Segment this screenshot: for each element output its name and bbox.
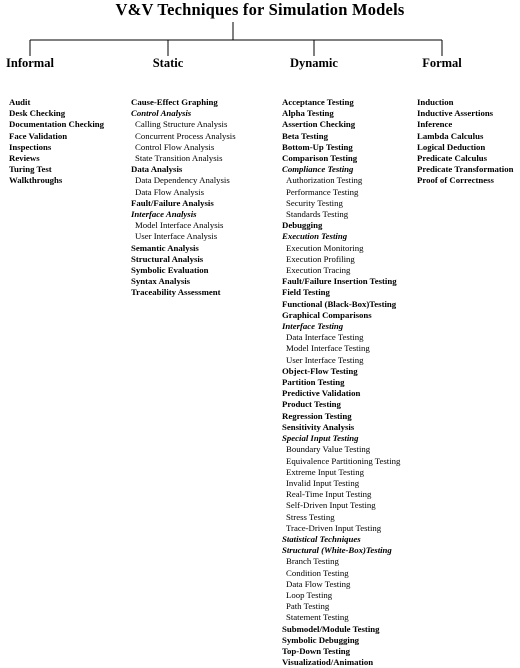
technique-item: Traceability Assessment [131,287,221,298]
technique-item: Assertion Checking [282,119,356,130]
technique-subitem: Execution Profiling [286,253,355,264]
technique-item: Lambda Calculus [417,130,484,141]
technique-item: Audit [9,97,31,107]
technique-subitem: Concurrent Process Analysis [135,130,236,141]
technique-subitem: Self-Driven Input Testing [286,500,376,511]
technique-item: Product Testing [282,399,341,410]
static-list [131,97,236,299]
technique-item: Symbolic Evaluation [131,265,209,276]
technique-item: Symbolic Debugging [282,634,360,645]
technique-item: Proof of Correctness [417,175,494,186]
technique-subitem: Calling Structure Analysis [135,119,228,130]
diagram-title: V&V Techniques for Simulation Models [115,0,405,19]
technique-item: Alpha Testing [282,108,334,119]
technique-subitem: State Transition Analysis [135,153,223,164]
technique-subitem: Model Interface Analysis [135,220,224,231]
technique-subitem: Trace-Driven Input Testing [286,522,382,533]
formal-list [417,97,513,187]
technique-group: Statistical Techniques [282,533,361,544]
technique-item: Acceptance Testing [282,97,354,107]
technique-item: Partition Testing [282,377,345,388]
technique-subitem: User Interface Testing [286,354,364,365]
technique-group: Compliance Testing [282,164,354,175]
technique-subitem: Data Interface Testing [286,332,364,343]
technique-item: Beta Testing [282,130,328,141]
technique-subitem: Data Flow Testing [286,578,351,589]
technique-subitem: Security Testing [286,197,343,208]
technique-item: Walkthroughs [9,175,63,186]
category-informal: Informal [6,56,54,70]
technique-subitem: Branch Testing [286,556,339,567]
technique-item: Comparison Testing [282,153,358,164]
technique-item: Graphical Comparisons [282,309,372,320]
technique-item: Induction [417,97,454,107]
technique-subitem: Control Flow Analysis [135,141,215,152]
technique-item: Face Validation [9,130,68,141]
technique-subitem: Standards Testing [286,209,349,220]
category-static: Static [152,56,184,70]
technique-item: Predicate Calculus [417,153,488,164]
technique-item: Fault/Failure Analysis [131,197,214,208]
technique-subitem: Invalid Input Testing [286,477,360,488]
dynamic-list [282,97,400,668]
technique-group: Special Input Testing [282,433,359,444]
technique-subitem: Extreme Input Testing [286,466,364,477]
technique-subitem: Data Dependency Analysis [135,175,230,186]
technique-subitem: Statement Testing [286,612,349,623]
technique-item: Predictive Validation [282,388,361,399]
technique-item: Fault/Failure Insertion Testing [282,276,397,287]
technique-item: Field Testing [282,287,330,298]
technique-item: Documentation Checking [9,119,105,130]
technique-subitem: Execution Monitoring [286,242,364,253]
technique-item: Turing Test [9,164,52,175]
technique-item: Sensitivity Analysis [282,421,355,432]
technique-item: Submodel/Module Testing [282,623,380,634]
technique-item: Debugging [282,220,323,231]
technique-subitem: Stress Testing [286,511,335,522]
technique-subitem: Performance Testing [286,186,359,197]
technique-subitem: Path Testing [286,601,330,612]
technique-group: Control Analysis [131,108,192,119]
technique-group: Interface Testing [282,321,344,332]
technique-item: Semantic Analysis [131,242,199,253]
technique-subitem: Model Interface Testing [286,343,370,354]
technique-item: Functional (Black-Box)Testing [282,298,397,309]
technique-group: Interface Analysis [131,209,197,220]
technique-item: Predicate Transformation [417,164,514,175]
technique-item: Visualizatiod/Animation [282,657,374,668]
technique-subitem: Loop Testing [286,589,333,600]
technique-item: Bottom-Up Testing [282,141,353,152]
technique-item: Logical Deduction [417,141,486,152]
technique-item: Inspections [9,141,52,152]
technique-subitem: Real-Time Input Testing [286,489,372,500]
technique-subitem: User Interface Analysis [135,231,218,242]
technique-item: Inductive Assertions [417,108,494,119]
technique-item: Top-Down Testing [282,645,351,656]
category-formal: Formal [422,56,462,70]
technique-group: Execution Testing [282,231,348,242]
technique-item: Reviews [9,153,40,164]
technique-item: Structural Analysis [131,253,204,264]
technique-item: Desk Checking [9,108,66,119]
category-dynamic: Dynamic [290,56,338,70]
technique-item: Regression Testing [282,410,352,421]
technique-subitem: Boundary Value Testing [286,444,371,455]
technique-item: Syntax Analysis [131,276,191,287]
technique-subitem: Execution Tracing [286,265,351,276]
technique-item: Object-Flow Testing [282,365,358,376]
technique-item: Cause-Effect Graphing [131,97,218,107]
informal-list [9,97,104,187]
technique-subitem: Authorization Testing [286,175,363,186]
technique-item: Data Analysis [131,164,183,175]
technique-group: Structural (White-Box)Testing [282,545,392,556]
technique-subitem: Condition Testing [286,567,349,578]
technique-subitem: Data Flow Analysis [135,186,205,197]
technique-item: Inference [417,119,453,130]
technique-subitem: Equivalence Partitioning Testing [286,455,401,466]
